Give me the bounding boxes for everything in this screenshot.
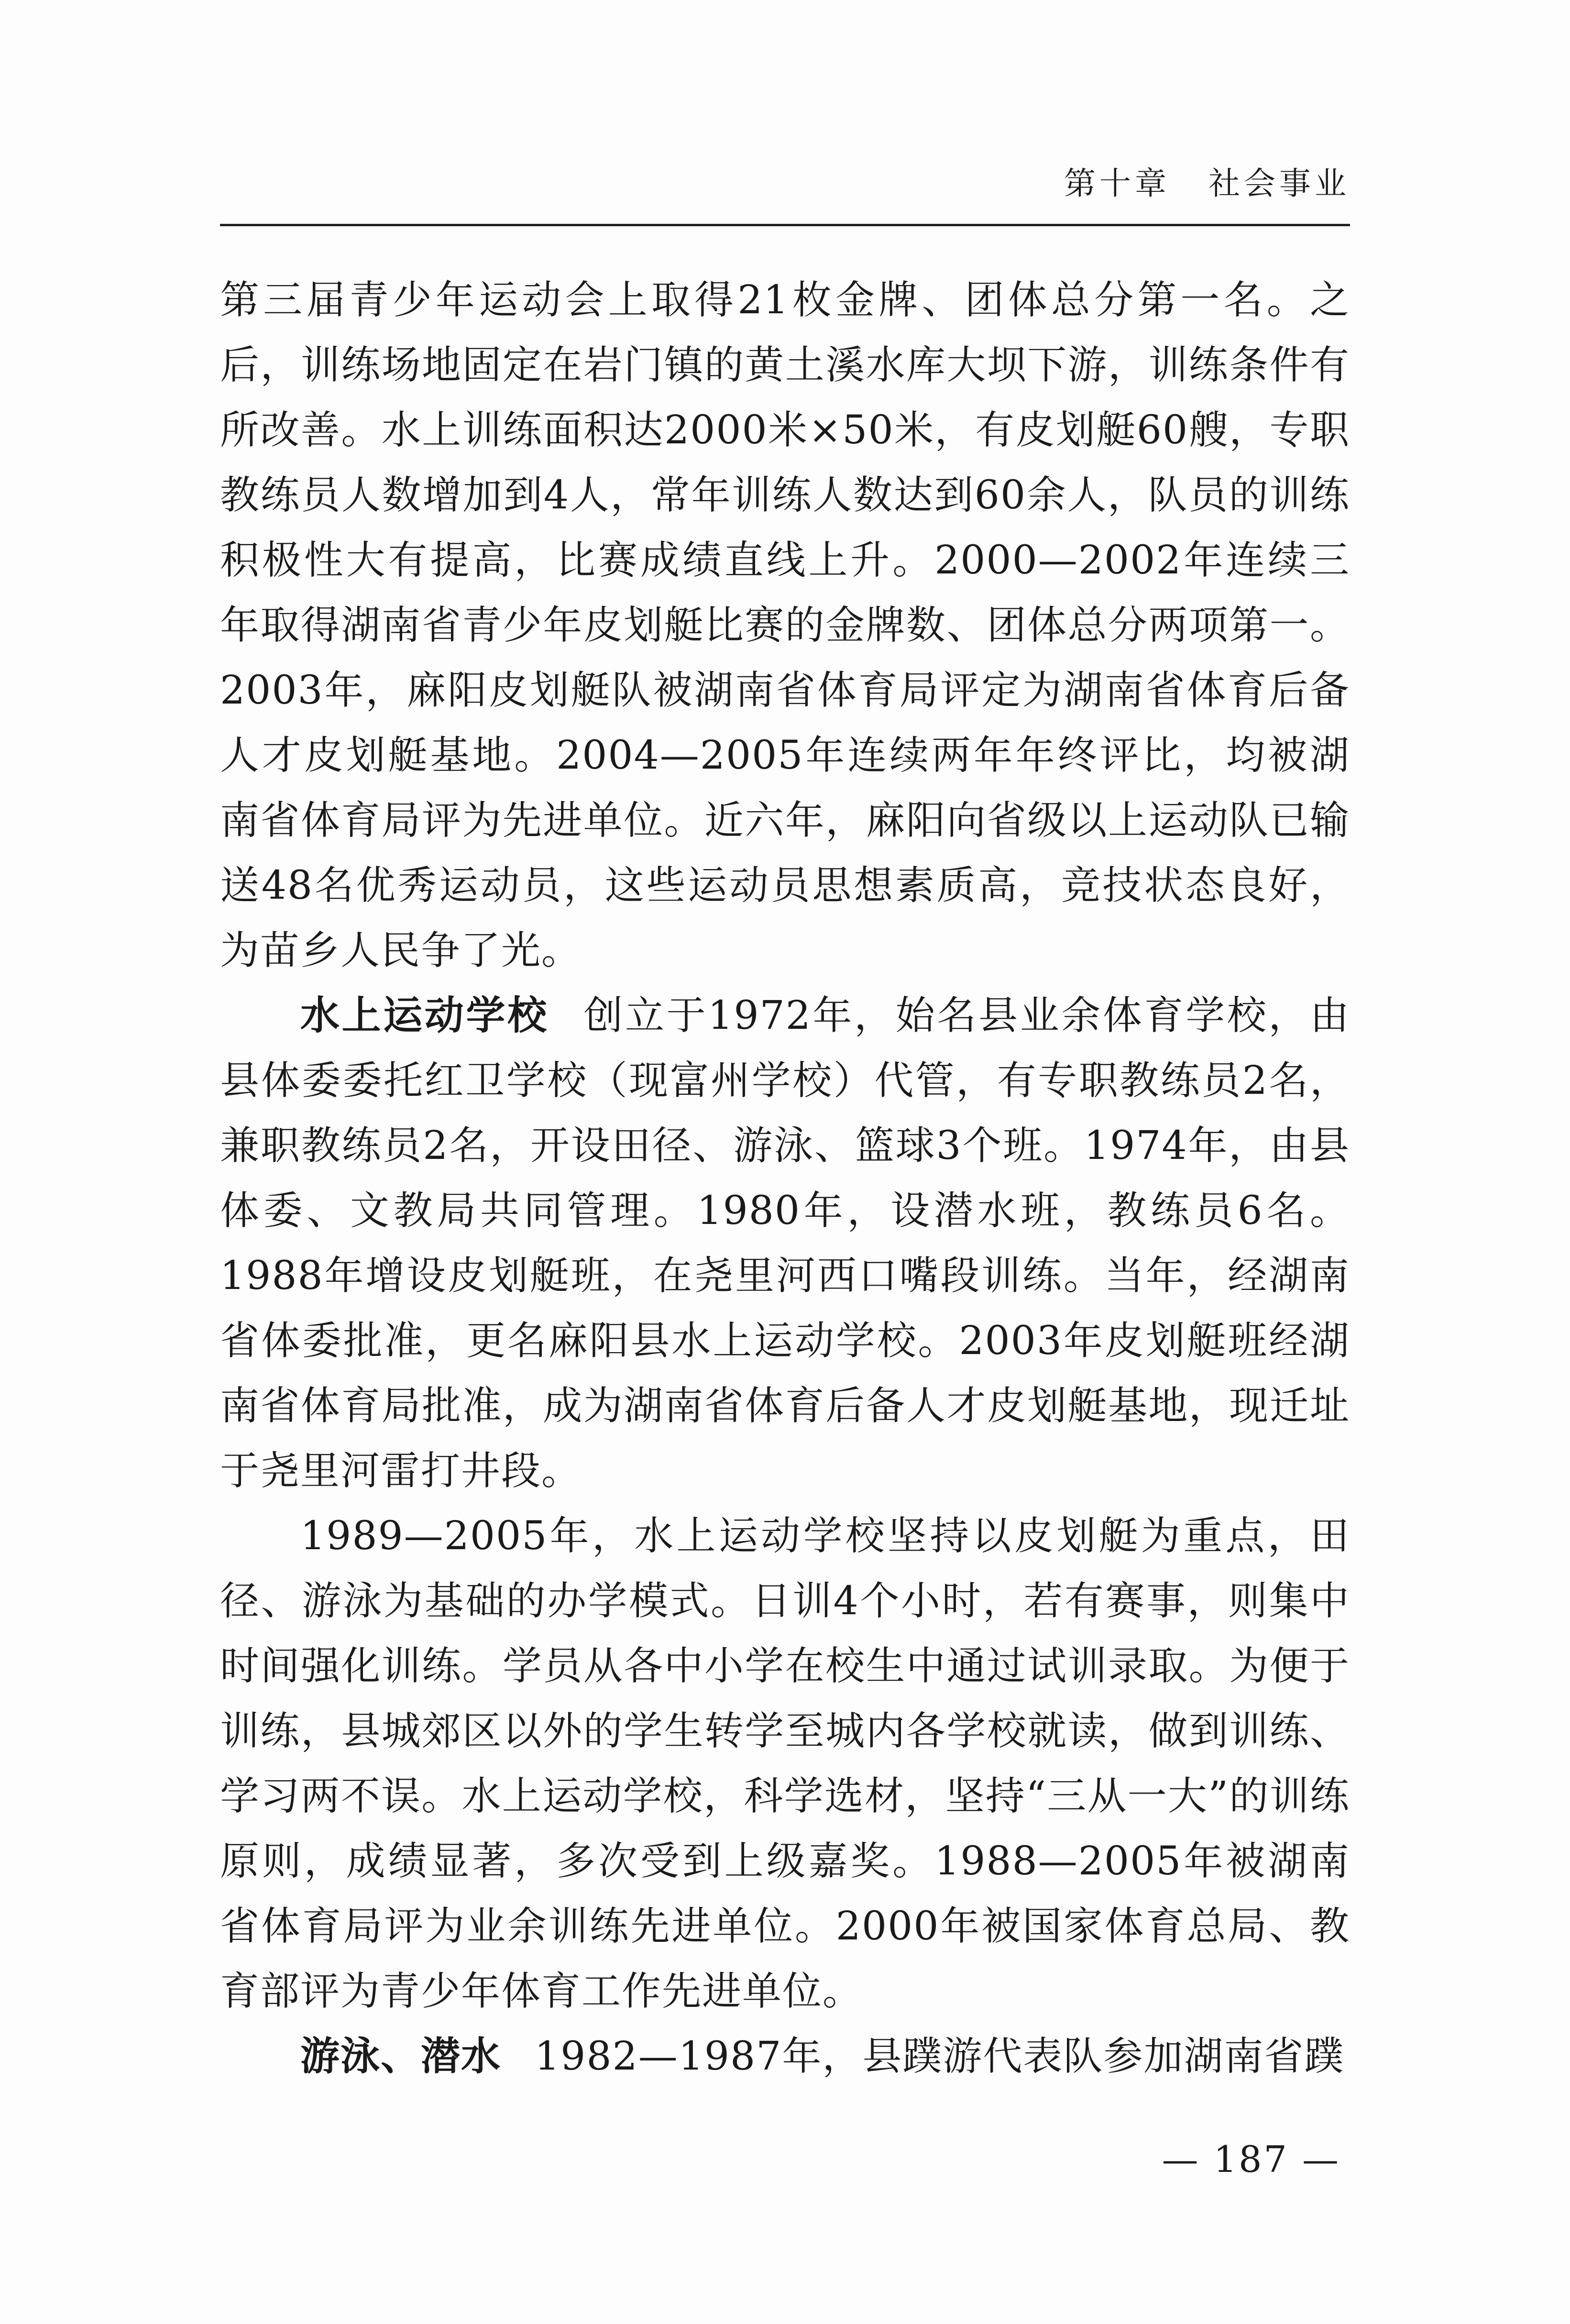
paragraph-heading: 游泳、潜水 [300, 2034, 502, 2079]
paragraph-swimming-diving [220, 2024, 1350, 2089]
running-head [1064, 158, 1350, 203]
paragraph-text: 第三届青少年运动会上取得21枚金牌、团体总分第一名。之后，训练场地固定在岩门镇的黄土溪水库大坝下游，训练条件有所改善。水上训练面积达2000米×50米，有皮划艇60艘，专职教练员人数增加到4人，常年训练人数达到60余人，队员的训练积极性大有提高，比赛成绩直线上升。2000—2002年连续三年取得湖南省青少年皮划艇比赛的金牌数、团体总分两项第一。2003年，麻阳皮划艇队被湖南省体育局评定为湖南省体育后备人才皮划艇基地。2004—2005年连续两年年终评比，均被湖南省体育局评为先进单位。近六年，麻阳向省级以上运动队已输送48名优秀运动员，这些运动员思想素质高，竞技状态良好，为苗乡人民争了光。 [220, 277, 1350, 973]
paragraph-text: 创立于1972年，始名县业余体育学校，由县体委委托红卫学校（现富州学校）代管，有专职教练员2名，兼职教练员2名，开设田径、游泳、篮球3个班。1974年，由县体委、文教局共同管理。1980年，设潜水班，教练员6名。1988年增设皮划艇班，在尧里河西口嘴段训练。当年，经湖南省体委批准，更名麻阳县水上运动学校。2003年皮划艇班经湖南省体育局批准，成为湖南省体育后备人才皮划艇基地，现迁址于尧里河雷打井段。 [220, 993, 1350, 1494]
paragraph-text: 1982—1987年，县蹼游代表队参加湖南省蹼 [535, 2034, 1345, 2079]
section-title: 社会事业 [1208, 165, 1350, 202]
paragraph-water-sports-school [220, 983, 1350, 1504]
page-number: — 187 — [1162, 2138, 1340, 2181]
body-text [220, 268, 1350, 2089]
paragraph-continuation [220, 268, 1350, 983]
header-rule [220, 224, 1350, 226]
paragraph-text: 1989—2005年，水上运动学校坚持以皮划艇为重点，田径、游泳为基础的办学模式。日训4个小时，若有赛事，则集中时间强化训练。学员从各中小学在校生中通过试训录取。为便于训练，县城郊区以外的学生转学至城内各学校就读，做到训练、学习两不误。水上运动学校，科学选材，坚持“三从一大”的训练原则，成绩显著，多次受到上级嘉奖。1988—2005年被湖南省体育局评为业余训练先进单位。2000年被国家体育总局、教育部评为青少年体育工作先进单位。 [220, 1513, 1350, 2014]
paragraph-heading: 水上运动学校 [300, 993, 549, 1038]
paragraph-training-mode [220, 1504, 1350, 2024]
chapter-label: 第十章 [1064, 165, 1170, 202]
